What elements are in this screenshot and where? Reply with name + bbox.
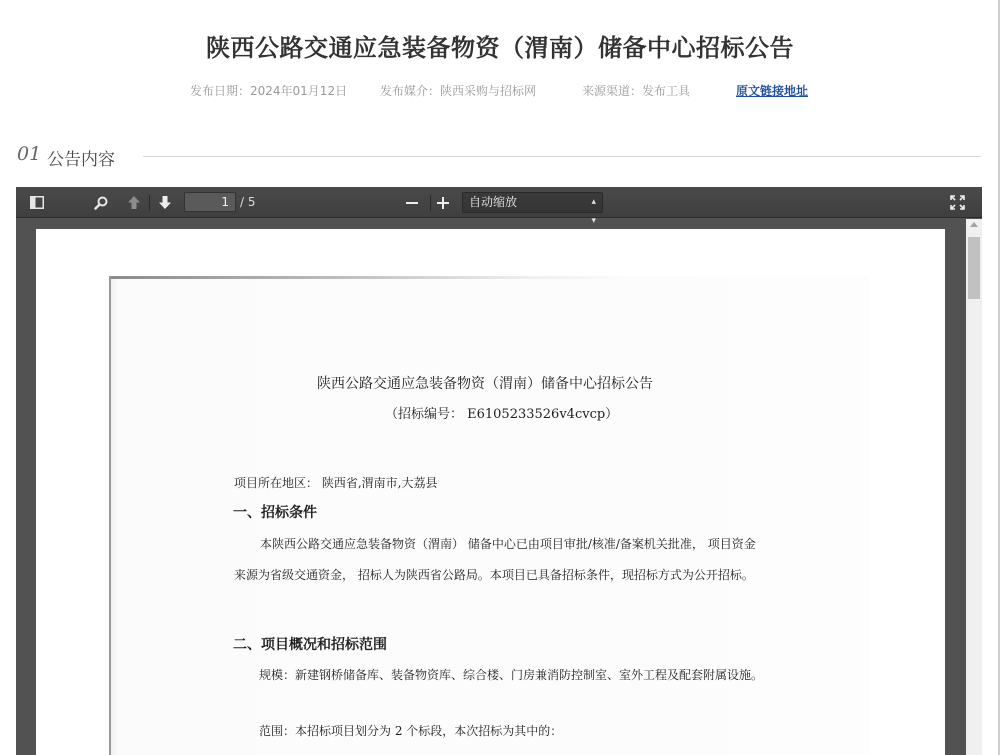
fullscreen-icon [950, 195, 965, 210]
project-area: 项目所在地区： 陕西省,渭南市,大荔县 [234, 476, 438, 490]
publish-media: 发布媒介：陕西采购与招标网 [380, 84, 537, 98]
section-number: 01 [17, 143, 42, 165]
toolbar-separator [149, 195, 150, 211]
zoom-select[interactable] [462, 192, 603, 226]
arrow-down-icon [158, 195, 172, 210]
bid-number: （招标编号： E6105233526v4cvcp） [385, 407, 619, 422]
scan-edge-top [109, 276, 629, 279]
source-channel: 来源渠道：发布工具 [582, 84, 691, 98]
select-arrows-icon: ▴ ▾ [591, 197, 596, 226]
scrollbar-thumb[interactable] [968, 237, 980, 299]
paragraph-bid-conditions: 本陕西公路交通应急装备物资（渭南） 储备中心已由项目审批/核准/备案机关批准， 项目资金来源为省级交通资金， 招标人为陕西省公路局。本项目已具备招标条件，现招标方式为公开招标。 [234, 537, 756, 582]
section-divider [143, 156, 981, 157]
scanned-document [109, 276, 869, 755]
toolbar-separator [430, 195, 431, 211]
paragraph-scope: 范围：本招标项目划分为 2 个标段，本次招标为其中的： [259, 724, 563, 738]
pdf-toolbar [16, 187, 982, 226]
paragraph-scale: 规模：新建钢桥储备库、装备物资库、综合楼、门房兼消防控制室、室外工程及配套附属设施。 [259, 668, 764, 682]
section-label: 公告内容 [47, 150, 115, 170]
publish-date: 发布日期：2024年01月12日 [190, 84, 348, 98]
original-link[interactable]: 原文链接地址 [736, 84, 809, 98]
previous-page-button[interactable] [123, 187, 145, 218]
page-count: / 5 [240, 195, 256, 209]
heading-project-overview: 二、项目概况和招标范围 [233, 637, 387, 653]
sidebar-toggle-icon [30, 196, 44, 209]
arrow-up-icon [127, 195, 141, 210]
zoom-in-button[interactable] [432, 187, 454, 218]
heading-bid-conditions: 一、招标条件 [233, 505, 317, 521]
document-title: 陕西公路交通应急装备物资（渭南）储备中心招标公告 [317, 376, 653, 392]
scroll-up-icon[interactable] [970, 222, 978, 227]
minus-icon [406, 197, 418, 209]
section-heading [17, 143, 981, 169]
zoom-select-value: 自动缩放 [469, 195, 518, 209]
scan-edge-left [109, 276, 111, 755]
page-number-input[interactable]: 1 [184, 192, 236, 212]
sidebar-toggle-button[interactable] [26, 187, 48, 218]
next-page-button[interactable] [154, 187, 176, 218]
zoom-out-button[interactable] [401, 187, 423, 218]
search-icon [94, 196, 108, 210]
page-title: 陕西公路交通应急装备物资（渭南）储备中心招标公告 [206, 34, 794, 62]
plus-icon [437, 197, 449, 209]
fullscreen-button[interactable] [945, 187, 969, 218]
pdf-page [36, 229, 945, 755]
pdf-viewer [16, 187, 982, 755]
find-button[interactable] [89, 187, 113, 218]
meta-bar [0, 82, 1000, 100]
vertical-scrollbar[interactable] [966, 219, 982, 755]
